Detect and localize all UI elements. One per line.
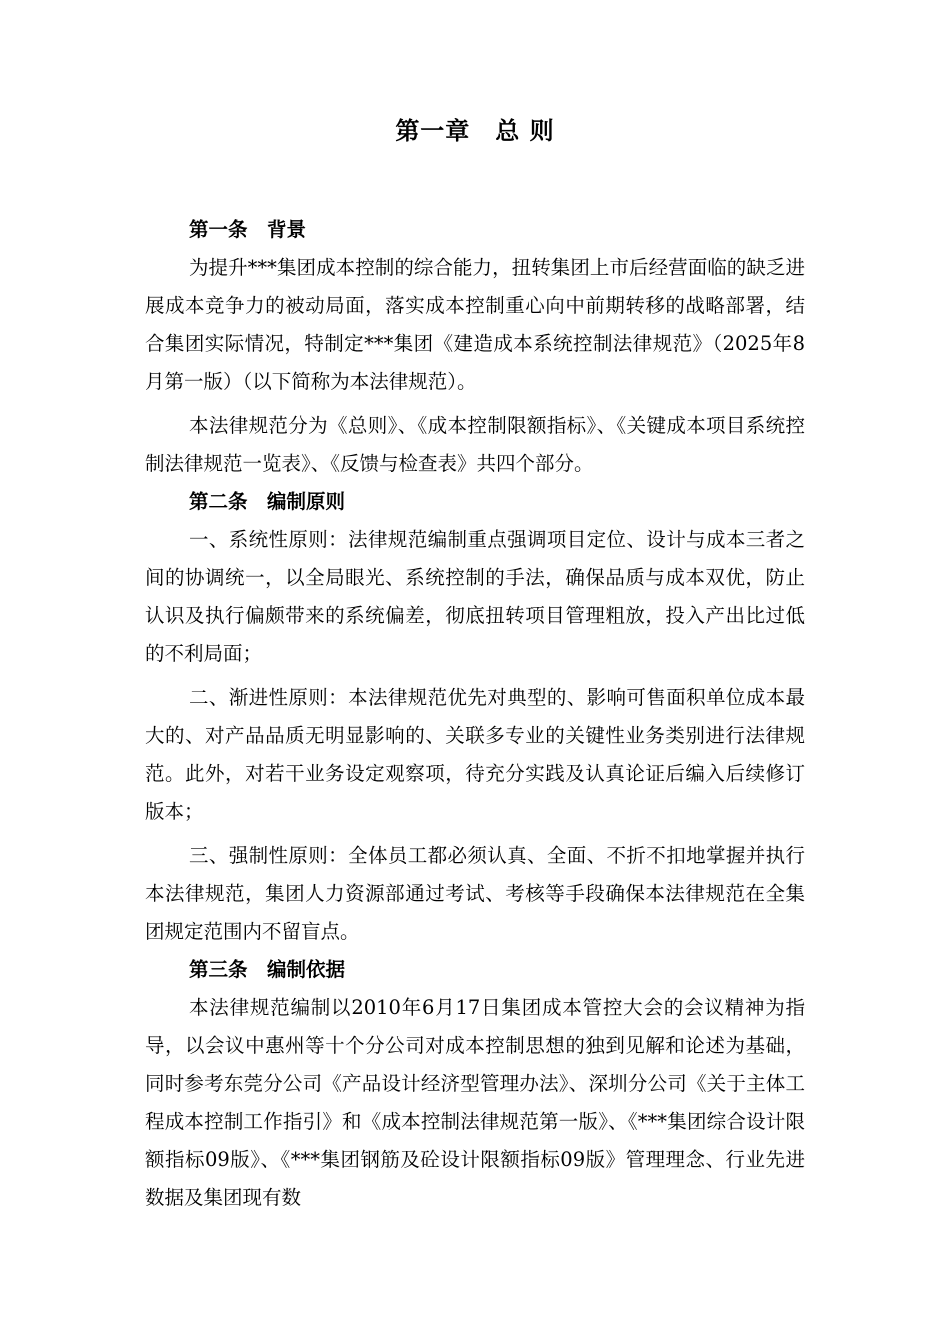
section-heading-background: 第一条 背景 (189, 218, 307, 241)
chapter-title: 第一章 总 则 (395, 116, 555, 145)
paragraph-background-2: 本法律规范分为《总则》、《成本控制限额指标》、《关键成本项目系统控制法律规范一览表》、《反馈与检查表》共四个部分。 (145, 414, 805, 475)
paragraph-background-1: 为提升***集团成本控制的综合能力，扭转集团上市后经营面临的缺乏进展成本竞争力的被动局面，落实成本控制重心向中前期转移的战略部署，结合集团实际情况，特制定***集团《建造成本系统控制法律规范》（2025年8月第一版）（以下简称为本法律规范）。 (145, 256, 805, 393)
document-body (145, 211, 805, 1217)
paragraph-basis: 本法律规范编制以2010年6月17日集团成本管控大会的会议精神为指导，以会议中惠州等十个分公司对成本控制思想的独到见解和论述为基础，同时参考东莞分公司《产品设计经济型管理办法》、深圳分公司《关于主体工程成本控制工作指引》和《成本控制法律规范第一版》、《***集团综合设计限额指标09版》、《***集团钢筋及砼设计限额指标09版》管理理念、行业先进数据及集团现有数 (145, 996, 805, 1209)
paragraph-principle-progressive: 二、渐进性原则：本法律规范优先对典型的、影响可售面积单位成本最大的、对产品品质无明显影响的、关联多专业的关键性业务类别进行法律规范。此外，对若干业务设定观察项，待充分实践及认真论证后编入后续修订版本； (145, 686, 805, 823)
paragraph-principle-mandatory: 三、强制性原则：全体员工都必须认真、全面、不折不扣地掌握并执行本法律规范，集团人力资源部通过考试、考核等手段确保本法律规范在全集团规定范围内不留盲点。 (145, 844, 805, 943)
section-heading-basis: 第三条 编制依据 (189, 958, 346, 981)
section-heading-principles: 第二条 编制原则 (189, 490, 346, 513)
paragraph-principle-systematic: 一、系统性原则：法律规范编制重点强调项目定位、设计与成本三者之间的协调统一，以全局眼光、系统控制的手法，确保品质与成本双优，防止认识及执行偏颇带来的系统偏差，彻底扭转项目管理粗放，投入产出比过低的不利局面； (145, 528, 805, 665)
